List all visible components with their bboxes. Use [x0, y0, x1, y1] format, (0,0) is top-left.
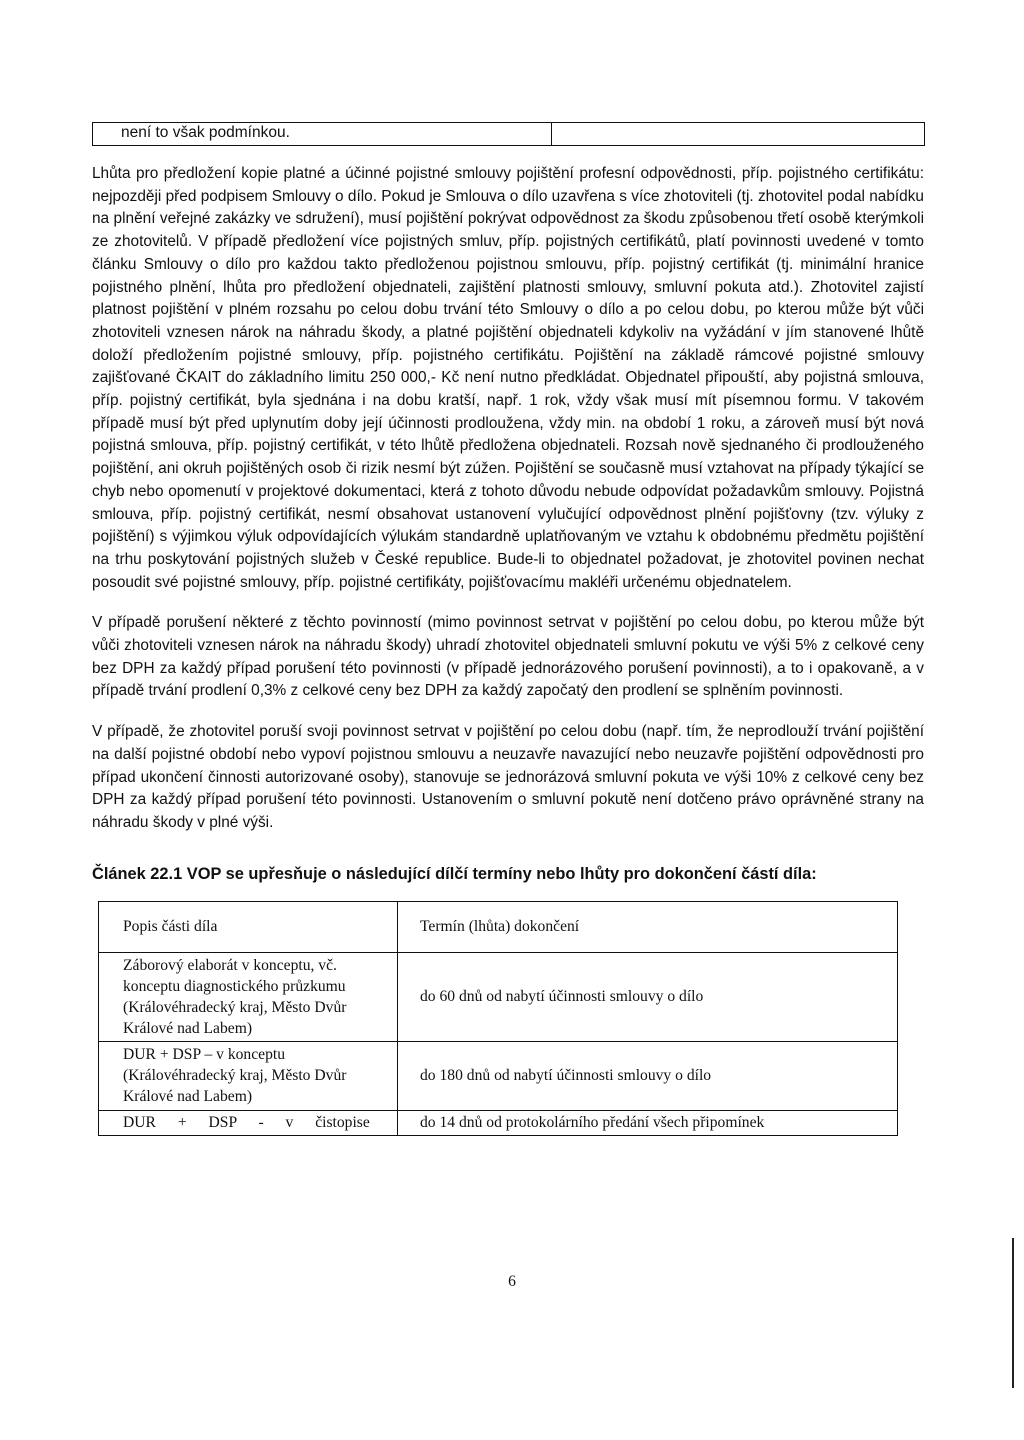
table-row [93, 123, 925, 146]
article-heading: Článek 22.1 VOP se upřesňuje o následující dílčí termíny nebo lhůty pro dokončení částí díla: [92, 864, 817, 883]
lump-sum-penalty-paragraph: V případě, že zhotovitel poruší svoji povinnost setrvat v pojištění po celou dobu (např. tím, že neprodlouží trvání pojištění na další pojistné období nebo vypoví pojistnou smlouvu a neuzavře navazující nebo neuzavře pojištění odpovědnosti pro případ ukončení činnosti autorizované osoby), stanovuje se jednorázová smluvní pokuta ve výši 10% z celkové ceny bez DPH za každý případ porušení této povinnosti. Ustanovením o smluvní pokutě není dotčeno právo oprávněné strany na náhradu škody v plné výši. [92, 723, 924, 831]
header-cell-description: Popis části díla [99, 901, 398, 952]
table-cell-empty [552, 123, 925, 146]
table-row [99, 1041, 898, 1110]
page-number: 6 [508, 1273, 516, 1290]
row-deadline: do 60 dnů od nabytí účinnosti smlouvy o dílo [398, 952, 898, 1041]
row-description: DUR + DSP - v čistopise [99, 1110, 398, 1135]
penalty-paragraph: V případě porušení některé z těchto povinností (mimo povinnost setrvat v pojištění po celou dobu, po kterou může být vůči zhotoviteli vznesen nárok na náhradu škody) uhradí zhotovitel objednateli smluvní pokutu ve výši 5% z celkové ceny bez DPH za každý případ porušení této povinnosti (v případě jednorázového porušení povinnosti), a to i opakovaně, a v případě trvání prodlení 0,3% z celkové ceny bez DPH za každý započatý den prodlení se splněním povinnosti. [92, 614, 924, 700]
row-description: Záborový elaborát v konceptu, vč. konceptu diagnostického průzkumu (Královéhradecký kraj, Město Dvůr Králové nad Labem) [99, 952, 398, 1041]
table-cell-note: není to však podmínkou. [93, 123, 552, 146]
insurance-paragraph: Lhůta pro předložení kopie platné a účinné pojistné smlouvy pojištění profesní odpovědnosti, příp. pojistného certifikátu: nejpozději před podpisem Smlouvy o dílo. Pokud je Smlouva o dílo uzavřena s více zhotoviteli (tj. zhotovitel podal nabídku na plnění veřejné zakázky ve sdružení), musí pojištění pokrývat odpovědnost za škodu způsobenou třetí osobě kterýmkoli ze zhotovitelů. V případě předložení více pojistných smluv, příp. pojistných certifikátů, platí povinnosti uvedené v tomto článku Smlouvy o dílo pro každou takto předloženou pojistnou smlouvu, příp. pojistný certifikát (tj. minimální hranice pojistného plnění, lhůta pro předložení objednateli, zajištění platnosti smlouvy, smluvní pokuta atd.). Zhotovitel zajistí platnost pojištění v plném rozsahu po celou dobu trvání této Smlouvy o dílo a po celou dobu, po kterou může být vůči zhotoviteli vznesen nárok na náhradu škody, a platné pojištění objednateli kdykoliv na vyžádání v jím stanovené lhůtě doloží předložením pojistné smlouvy, příp. pojistného certifikátu. Pojištění na základě rámcové pojistné smlouvy zajišťované ČKAIT do základního limitu 250 000,- Kč není nutno předkládat. Objednatel připouští, aby pojistná smlouva, příp. pojistný certifikát, byla sjednána i na dobu kratší, např. 1 rok, vždy však musí mít písemnou formu. V takovém případě musí být před uplynutím doby její účinnosti prodloužena, vždy min. na období 1 roku, a zároveň musí být nová pojistná smlouva, příp. pojistný certifikát, v této lhůtě předložena objednateli. Rozsah nově sjednaného či prodlouženého pojištění, ani okruh pojištěných osob či rizik nesmí být zúžen. Pojištění se současně musí vztahovat na případy týkající se chyb nebo opomenutí v projektové dokumentaci, která z tohoto důvodu nebude odpovídat požadavkům smlouvy. Pojistná smlouva, příp. pojistný certifikát, nesmí obsahovat ustanovení vylučující odpovědnost plnění pojišťovny (tzv. výluky z pojištění) s výjimkou výluk odpovídajících výlukám standardně uplatňovaným ve vztahu k obdobnému předmětu pojištění na trhu poskytování pojistných služeb v České republice. Bude-li to objednatel požadovat, je zhotovitel povinen nechat posoudit své pojistné smlouvy, příp. pojistné certifikáty, pojišťovacímu makléři určenému objednatelem. [92, 165, 924, 591]
table-row [99, 1110, 898, 1135]
row-deadline: do 14 dnů od protokolárního předání všech připomínek [398, 1110, 898, 1135]
deadlines-table [98, 901, 898, 1136]
document-page [92, 122, 924, 1136]
row-deadline: do 180 dnů od nabytí účinnosti smlouvy o dílo [398, 1041, 898, 1110]
table-header-row [99, 901, 898, 952]
table-row [99, 952, 898, 1041]
header-cell-deadline: Termín (lhůta) dokončení [398, 901, 898, 952]
scan-edge-line [1012, 1238, 1014, 1388]
row-description: DUR + DSP – v konceptu (Královéhradecký kraj, Město Dvůr Králové nad Labem) [99, 1041, 398, 1110]
continued-table-row [92, 122, 925, 146]
